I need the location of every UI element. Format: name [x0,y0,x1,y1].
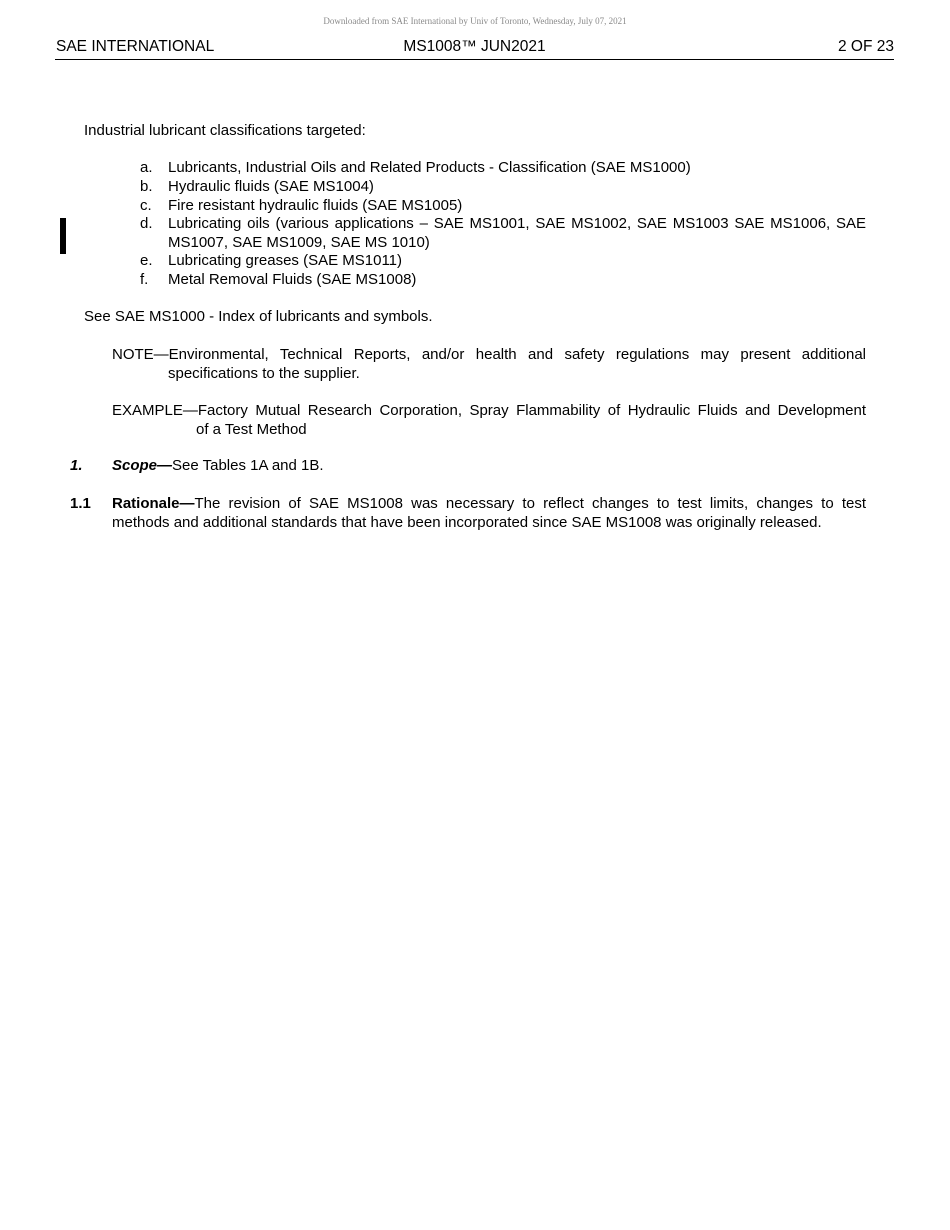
list-item-text: Lubricants, Industrial Oils and Related Products - Classification (SAE MS1000) [168,159,691,176]
header-organization: SAE INTERNATIONAL [56,38,215,55]
scope-section [112,457,866,476]
list-marker: b. [140,178,153,195]
section-heading: Scope— [112,457,173,474]
subsection-heading: Rationale— [112,495,195,512]
list-marker: f. [140,271,149,288]
list-item-text: Metal Removal Fluids (SAE MS1008) [168,271,417,288]
revision-change-bar [60,218,66,254]
note-paragraph [112,346,866,383]
section-number: 1. [70,457,83,474]
rationale-text-1: The revision of SAE MS1008 was necessary to reflect changes to test limits, changes to test [194,495,866,512]
example-paragraph [112,402,866,439]
list-item-text: Lubricating oils (various applications – SAE MS1001, SAE MS1002, SAE MS1003 SAE MS1006, SAE [168,215,866,232]
list-marker: c. [140,197,152,214]
list-marker: e. [140,252,153,269]
rationale-line-2: methods and additional standards that have been incorporated since SAE MS1008 was originally released. [112,513,822,531]
intro-paragraph: Industrial lubricant classifications targeted: [84,122,366,139]
list-item-text: Lubricating greases (SAE MS1011) [168,252,403,269]
example-line-2: of a Test Method [196,420,307,438]
header-page-number: 2 OF 23 [838,38,894,55]
note-line-2: specifications to the supplier. [168,364,360,382]
list-item-text: Hydraulic fluids (SAE MS1004) [168,178,374,195]
rationale-line-1 [112,495,866,514]
list-marker: d. [140,215,153,232]
download-watermark: Downloaded from SAE International by Univ of Toronto, Wednesday, July 07, 2021 [323,16,627,26]
example-line-1: EXAMPLE—Factory Mutual Research Corporation, Spray Flammability of Hydraulic Fluids and Development [112,402,866,419]
page-header [55,38,894,60]
rationale-section [112,495,866,532]
section-text: See Tables 1A and 1B. [172,457,324,474]
subsection-number: 1.1 [70,495,91,512]
header-document-id: MS1008™ JUN2021 [403,38,546,55]
list-item-text: Fire resistant hydraulic fluids (SAE MS1005) [168,197,463,214]
list-marker: a. [140,159,153,176]
see-index-paragraph: See SAE MS1000 - Index of lubricants and symbols. [84,308,433,325]
note-line-1: NOTE—Environmental, Technical Reports, and/or health and safety regulations may present additional [112,346,866,363]
list-item-text: MS1007, SAE MS1009, SAE MS 1010) [168,234,430,251]
